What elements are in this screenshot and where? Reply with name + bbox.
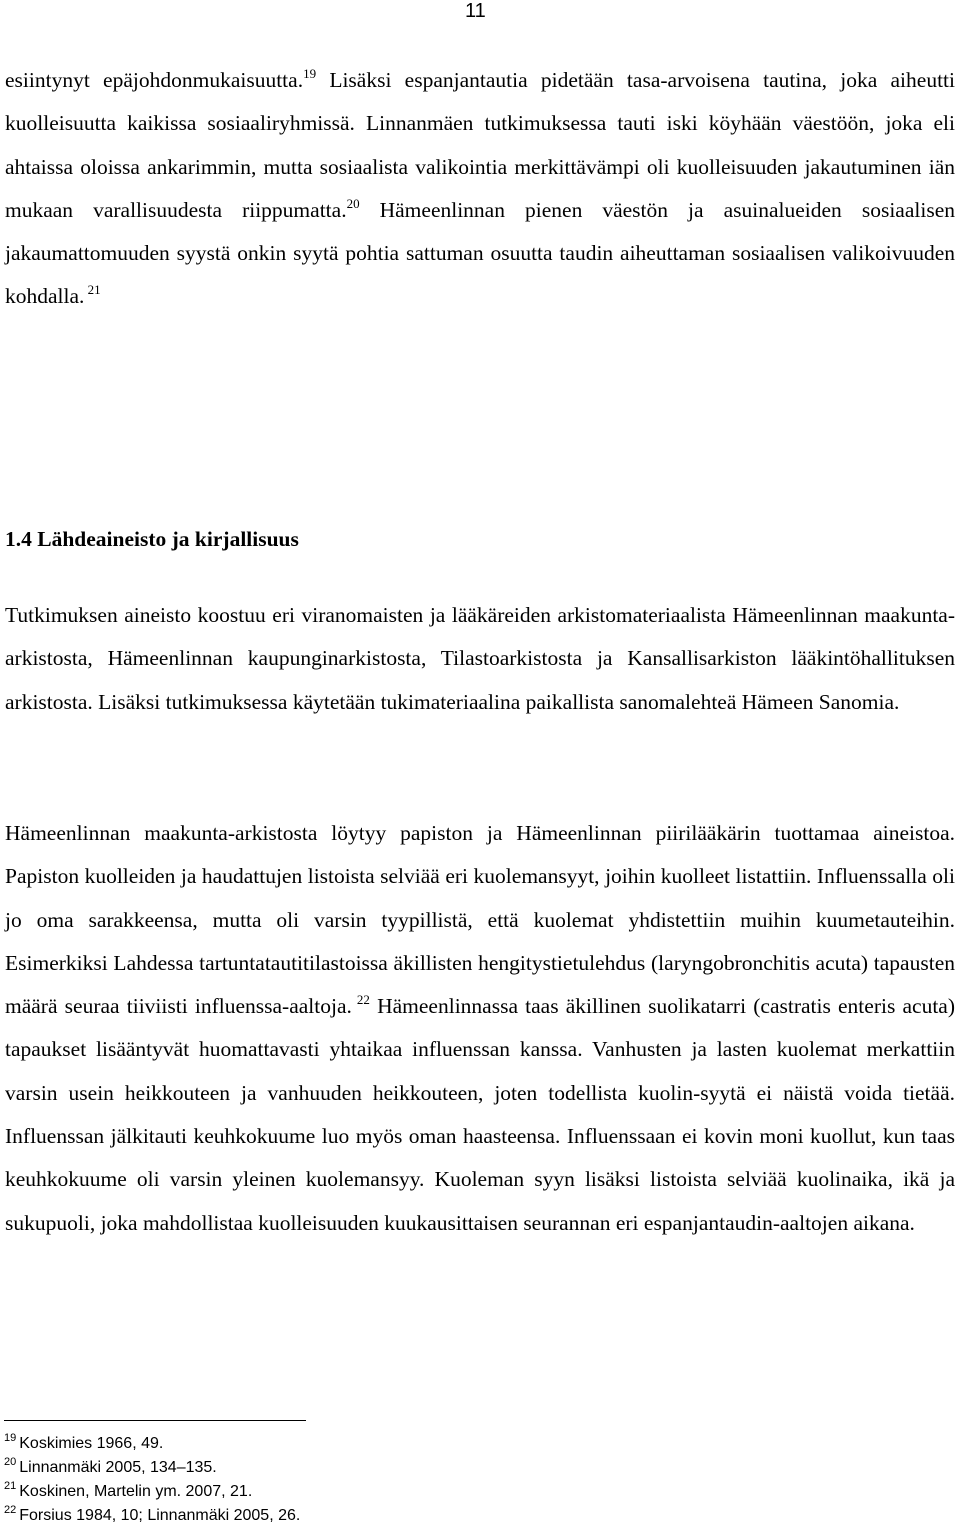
- footnote-number: 19: [4, 1432, 17, 1444]
- footnote-number: 21: [4, 1480, 17, 1492]
- footnote-number: 20: [4, 1456, 17, 1468]
- footnote-text: Koskinen, Martelin ym. 2007, 21.: [19, 1483, 253, 1500]
- paragraph-intro: [5, 59, 955, 319]
- text-run: Hämeenlinnan pienen väestön ja asuinalueiden sosiaalisen jakaumattomuuden syystä onkin syytä pohtia sattuman osuutta taudin aiheuttaman sosiaalisen valikoivuuden kohdalla.: [5, 197, 955, 309]
- footnote-text: Forsius 1984, 10; Linnanmäki 2005, 26.: [19, 1507, 301, 1524]
- paragraph-text: [5, 812, 955, 1245]
- page-number: 11: [465, 0, 486, 22]
- text-run: Hämeenlinnassa taas äkillinen suolikatarri (castratis enteris acuta) tapaukset lisääntyvät huomattavasti yhtaikaa influenssan kanssa. Vanhusten ja lasten kuolemat merkattiin varsin usein heikkouteen ja vanhuuden heikkouteen, joten todellista kuolin-syytä ei näistä voida tietää. Influenssan jälkitauti keuhkokuume luo myös oman haasteensa. Influenssaan ei kovin moni kuollut, kun taas keuhkokuume oli varsin yleinen kuolemansyy. Kuoleman syyn lisäksi listoista selviää kuolinaika, ikä ja sukupuoli, joka mahdollistaa kuolleisuuden kuukausittaisen seurannan eri espanjantaudin-aaltojen aikana.: [5, 994, 956, 1235]
- footnote: [4, 1432, 300, 1456]
- text-run: Hämeenlinnan maakunta-arkistosta löytyy papiston ja Hämeenlinnan piirilääkärin tuottamaa aineistoa. Papiston kuolleiden ja haudattujen listoista selviää eri kuolemansyyt, joihin kuolleet listattiin. Influenssalla oli jo oma sarakkeensa, mutta oli varsin tyypillistä, että kuolemat yhdistettiin muihin kuumetauteihin. Esimerkiksi Lahdessa tartuntatautitilastoissa äkillisten hengitystietulehdus (laryngobronchitis acuta) tapausten määrä seuraa tiiviisti influenssa-aaltoja.: [5, 821, 955, 1019]
- footnote-number: 22: [4, 1504, 17, 1516]
- text-run: esiintynyt epäjohdonmukaisuutta.: [5, 68, 304, 92]
- footnote-separator: [4, 1420, 306, 1421]
- paragraph-sources: [5, 594, 955, 724]
- footnote: [4, 1456, 300, 1480]
- footnotes: [4, 1432, 300, 1528]
- text-run: Lisäksi espanjantautia pidetään tasa-arvoisena tautina, joka aiheutti kuolleisuutta kaikissa sosiaaliryhmissä. Linnanmäen tutkimuksessa tauti iski köyhään väestöön, joka eli ahtaissa oloissa ankarimmin, mutta sosiaalista valikointia merkittävämpi oli kuolleisuuden jakautuminen iän mukaan varallisuudesta riippumatta.: [5, 68, 955, 222]
- paragraph-text: Tutkimuksen aineisto koostuu eri viranomaisten ja lääkäreiden arkistomateriaalista Hämeenlinnan maakunta-arkistosta, Hämeenlinnan kaupunginarkistosta, Tilastoarkistosta ja Kansallisarkiston lääkintöhallituksen arkistosta. Lisäksi tutkimuksessa käytetään tukimateriaalina paikallista sanomalehteä Hämeen Sanomia.: [5, 603, 955, 714]
- footnote-ref-21: 21: [84, 282, 101, 298]
- footnote-ref-19: 19: [303, 66, 317, 81]
- footnote-text: Koskimies 1966, 49.: [19, 1435, 164, 1452]
- footnote-text: Linnanmäki 2005, 134–135.: [19, 1459, 217, 1476]
- paragraph-text: [5, 59, 955, 319]
- paragraph-archive: [5, 812, 955, 1245]
- footnote: [4, 1504, 300, 1528]
- footnote-ref-22: 22: [351, 992, 370, 1008]
- section-heading: 1.4 Lähdeaineisto ja kirjallisuus: [5, 527, 299, 551]
- footnote: [4, 1480, 300, 1504]
- footnote-ref-20: 20: [346, 195, 360, 211]
